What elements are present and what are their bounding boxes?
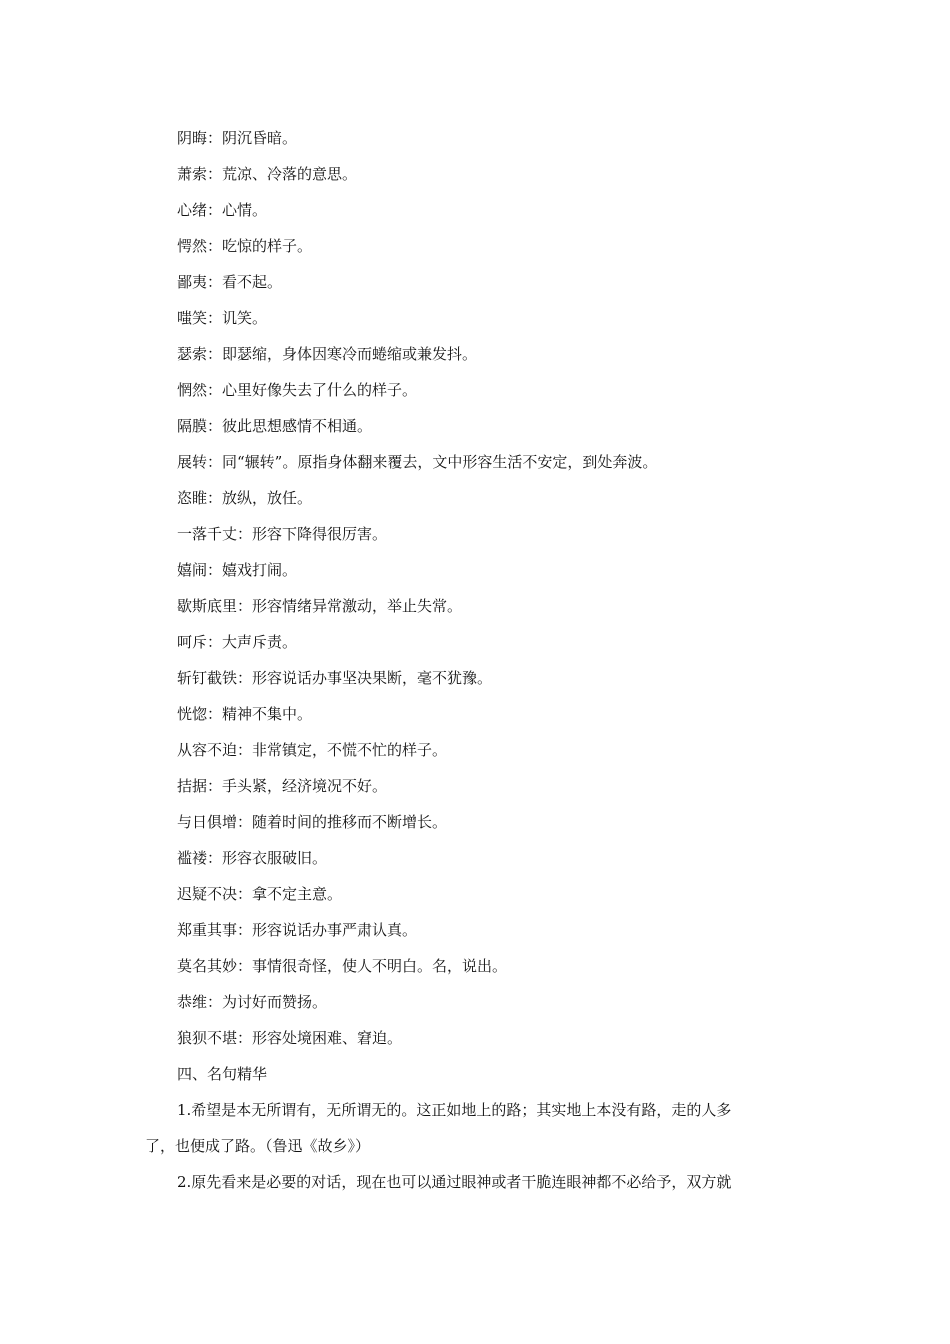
- vocab-item: 一落千丈：形容下降得很厉害。: [177, 525, 388, 543]
- quote-line: 2.原先看来是必要的对话，现在也可以通过眼神或者干脆连眼神都不必给予，双方就: [177, 1173, 732, 1191]
- vocab-item: 恣睢：放纵，放任。: [177, 489, 313, 507]
- vocab-item: 心绪：心情。: [177, 201, 268, 219]
- quote-paragraph: [145, 1164, 815, 1200]
- vocab-item: 鄙夷：看不起。: [177, 273, 283, 291]
- vocab-item: 郑重其事：形容说话办事严肃认真。: [177, 921, 418, 939]
- vocab-item: 呵斥：大声斥责。: [177, 633, 298, 651]
- vocab-item: 狼狈不堪：形容处境困难、窘迫。: [177, 1029, 403, 1047]
- vocab-item: 瑟索：即瑟缩，身体因寒冷而蜷缩或兼发抖。: [177, 345, 478, 363]
- vocab-item: 萧索：荒凉、冷落的意思。: [177, 165, 358, 183]
- vocab-item: 恭维：为讨好而赞扬。: [177, 993, 328, 1011]
- quote-line-continuation: 了，也便成了路。（鲁迅《故乡》）: [145, 1137, 371, 1155]
- vocab-item: 拮据：手头紧，经济境况不好。: [177, 777, 388, 795]
- vocab-item: 阴晦：阴沉昏暗。: [177, 129, 298, 147]
- vocab-item: 恍惚：精神不集中。: [177, 705, 313, 723]
- vocab-item: 迟疑不决：拿不定主意。: [177, 885, 343, 903]
- vocab-item: 嬉闹：嬉戏打闹。: [177, 561, 298, 579]
- quote-paragraph: [145, 1092, 815, 1128]
- vocab-item: 惘然：心里好像失去了什么的样子。: [177, 381, 418, 399]
- vocab-item: 歇斯底里：形容情绪异常激动，举止失常。: [177, 597, 463, 615]
- vocab-item: 展转：同“辗转”。原指身体翻来覆去，文中形容生活不安定，到处奔波。: [177, 453, 658, 471]
- vocab-item: 从容不迫：非常镇定，不慌不忙的样子。: [177, 741, 448, 759]
- vocab-item: 莫名其妙：事情很奇怪，使人不明白。名，说出。: [177, 957, 508, 975]
- vocab-item: 与日俱增：随着时间的推移而不断增长。: [177, 813, 448, 831]
- vocab-item: 斩钉截铁：形容说话办事坚决果断，毫不犹豫。: [177, 669, 493, 687]
- quote-line: 1.希望是本无所谓有，无所谓无的。这正如地上的路；其实地上本没有路，走的人多: [177, 1101, 732, 1119]
- vocab-item: 隔膜：彼此思想感情不相通。: [177, 417, 373, 435]
- vocab-item: 嗤笑：讥笑。: [177, 309, 268, 327]
- section-heading: 四、名句精华: [177, 1065, 268, 1083]
- vocab-item: 愕然：吃惊的样子。: [177, 237, 313, 255]
- vocab-item: 褴褛：形容衣服破旧。: [177, 849, 328, 867]
- document-content: [145, 120, 815, 1200]
